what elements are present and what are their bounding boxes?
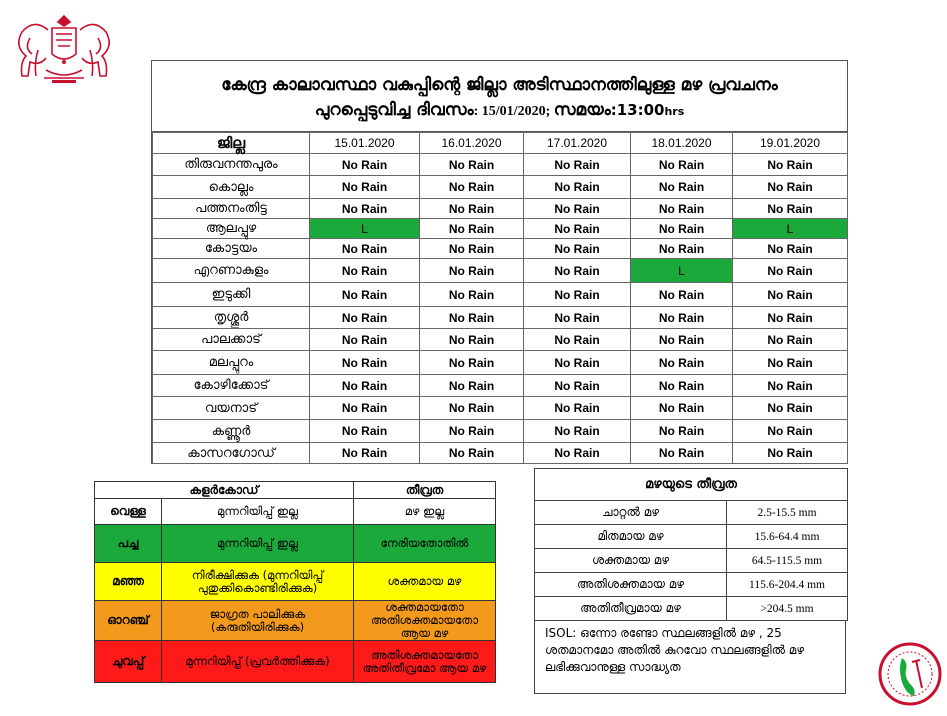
intensity-range: 2.5-15.5 mm bbox=[727, 501, 848, 525]
forecast-cell: No Rain bbox=[631, 375, 733, 397]
forecast-panel bbox=[151, 60, 848, 464]
district-name: പാലക്കാട് bbox=[153, 329, 310, 351]
colour-code-header-row bbox=[95, 482, 496, 499]
intensity-row bbox=[535, 525, 848, 549]
forecast-cell: No Rain bbox=[420, 154, 524, 176]
forecast-row bbox=[153, 307, 848, 329]
colour-name: ഓറഞ്ച് bbox=[95, 601, 162, 641]
forecast-cell: No Rain bbox=[733, 307, 848, 329]
ksdma-logo-icon bbox=[876, 638, 944, 712]
forecast-row bbox=[153, 199, 848, 219]
forecast-cell: No Rain bbox=[310, 283, 420, 307]
forecast-cell: No Rain bbox=[310, 397, 420, 420]
forecast-cell: No Rain bbox=[733, 283, 848, 307]
forecast-cell: L bbox=[733, 219, 848, 239]
issued-line bbox=[152, 100, 847, 122]
colour-name: മഞ്ഞ bbox=[95, 563, 162, 601]
warning-text: മുന്നറിയിപ്പ് (പ്രവർത്തിക്കുക) bbox=[162, 641, 354, 683]
forecast-cell: No Rain bbox=[524, 199, 631, 219]
forecast-row bbox=[153, 154, 848, 176]
colour-row-red bbox=[95, 641, 496, 683]
intensity-header: തീവ്രത bbox=[354, 482, 496, 499]
forecast-cell: L bbox=[631, 259, 733, 283]
forecast-cell: No Rain bbox=[733, 351, 848, 375]
forecast-cell: No Rain bbox=[420, 176, 524, 199]
forecast-cell: No Rain bbox=[733, 443, 848, 464]
isol-note: ISOL: ഒന്നോ രണ്ടോ സ്ഥലങ്ങളിൽ മഴ , 25 ശതമാനമോ അതിൽ കുറവോ സ്ഥലങ്ങളിൽ മഴ ലഭിക്കുവാനുള്ള സാദ്ധ്യത bbox=[534, 620, 846, 694]
intensity-range: 115.6-204.4 mm bbox=[727, 573, 848, 597]
forecast-cell: No Rain bbox=[631, 443, 733, 464]
forecast-cell: No Rain bbox=[631, 219, 733, 239]
forecast-cell: No Rain bbox=[631, 351, 733, 375]
forecast-cell: No Rain bbox=[310, 307, 420, 329]
warning-text: നിരീക്ഷിക്കുക (മുന്നറിയിപ്പ് പുതുക്കികൊണ്ടിരിക്കുക) bbox=[162, 563, 354, 601]
forecast-row bbox=[153, 375, 848, 397]
forecast-cell: No Rain bbox=[420, 351, 524, 375]
forecast-cell: No Rain bbox=[420, 259, 524, 283]
intensity-range: >204.5 mm bbox=[727, 597, 848, 621]
forecast-cell: No Rain bbox=[310, 329, 420, 351]
colour-name: വെള്ള bbox=[95, 499, 162, 525]
forecast-cell: No Rain bbox=[524, 443, 631, 464]
date-header: 15.01.2020 bbox=[310, 133, 420, 154]
intensity-row bbox=[535, 573, 848, 597]
kerala-emblem-icon bbox=[8, 10, 120, 92]
forecast-cell: No Rain bbox=[631, 307, 733, 329]
forecast-cell: No Rain bbox=[524, 239, 631, 259]
time-value: :13:00 bbox=[610, 101, 665, 119]
forecast-cell: No Rain bbox=[420, 329, 524, 351]
forecast-cell: No Rain bbox=[733, 420, 848, 443]
district-name: കോട്ടയം bbox=[153, 239, 310, 259]
forecast-row bbox=[153, 283, 848, 307]
date-header: 16.01.2020 bbox=[420, 133, 524, 154]
district-name: പത്തനംതിട്ട bbox=[153, 199, 310, 219]
forecast-cell: No Rain bbox=[524, 375, 631, 397]
forecast-row bbox=[153, 420, 848, 443]
forecast-cell: No Rain bbox=[524, 259, 631, 283]
forecast-row bbox=[153, 443, 848, 464]
warning-text: മുന്നറിയിപ്പ് ഇല്ല bbox=[162, 525, 354, 563]
rain-intensity-header-row bbox=[535, 469, 848, 501]
rain-intensity-header: മഴയുടെ തീവ്രത bbox=[535, 469, 848, 501]
intensity-row bbox=[535, 597, 848, 621]
forecast-cell: No Rain bbox=[733, 329, 848, 351]
forecast-row bbox=[153, 239, 848, 259]
intensity-text: അതിശക്തമായതോ അതിതീവ്രമോ ആയ മഴ bbox=[354, 641, 496, 683]
forecast-cell: No Rain bbox=[420, 375, 524, 397]
forecast-cell: L bbox=[310, 219, 420, 239]
forecast-cell: No Rain bbox=[524, 283, 631, 307]
forecast-cell: No Rain bbox=[524, 219, 631, 239]
forecast-cell: No Rain bbox=[631, 199, 733, 219]
forecast-table bbox=[152, 132, 848, 464]
forecast-cell: No Rain bbox=[733, 176, 848, 199]
intensity-label: മിതമായ മഴ bbox=[535, 525, 727, 549]
issued-date: : 15/01/2020; bbox=[473, 104, 554, 119]
forecast-cell: No Rain bbox=[524, 154, 631, 176]
forecast-cell: No Rain bbox=[310, 176, 420, 199]
forecast-cell: No Rain bbox=[524, 351, 631, 375]
forecast-cell: No Rain bbox=[310, 259, 420, 283]
forecast-cell: No Rain bbox=[631, 397, 733, 420]
district-name: ഇടുക്കി bbox=[153, 283, 310, 307]
intensity-label: ശക്തമായ മഴ bbox=[535, 549, 727, 573]
district-header: ജില്ല bbox=[153, 133, 310, 154]
rain-intensity-table bbox=[534, 468, 848, 621]
forecast-cell: No Rain bbox=[631, 176, 733, 199]
district-name: ആലപ്പുഴ bbox=[153, 219, 310, 239]
district-name: വയനാട് bbox=[153, 397, 310, 420]
forecast-cell: No Rain bbox=[420, 397, 524, 420]
forecast-cell: No Rain bbox=[733, 199, 848, 219]
forecast-cell: No Rain bbox=[310, 239, 420, 259]
forecast-cell: No Rain bbox=[420, 420, 524, 443]
forecast-cell: No Rain bbox=[310, 351, 420, 375]
forecast-cell: No Rain bbox=[631, 239, 733, 259]
intensity-text: ശക്തമായ മഴ bbox=[354, 563, 496, 601]
colour-name: ചുവപ്പ് bbox=[95, 641, 162, 683]
forecast-cell: No Rain bbox=[733, 397, 848, 420]
forecast-cell: No Rain bbox=[524, 329, 631, 351]
time-label: സമയം bbox=[553, 100, 611, 120]
forecast-row bbox=[153, 397, 848, 420]
intensity-text: മഴ ഇല്ല bbox=[354, 499, 496, 525]
forecast-cell: No Rain bbox=[631, 329, 733, 351]
forecast-header-row bbox=[153, 133, 848, 154]
issued-label: പുറപ്പെടുവിച്ച ദിവസം bbox=[314, 100, 474, 120]
intensity-range: 15.6-64.4 mm bbox=[727, 525, 848, 549]
time-unit: hrs bbox=[664, 105, 685, 118]
forecast-cell: No Rain bbox=[524, 397, 631, 420]
forecast-cell: No Rain bbox=[524, 176, 631, 199]
forecast-cell: No Rain bbox=[310, 199, 420, 219]
forecast-cell: No Rain bbox=[420, 219, 524, 239]
district-name: എറണാകുളം bbox=[153, 259, 310, 283]
colour-code-table bbox=[94, 481, 496, 683]
colour-name: പച്ച bbox=[95, 525, 162, 563]
forecast-cell: No Rain bbox=[631, 283, 733, 307]
forecast-cell: No Rain bbox=[420, 199, 524, 219]
forecast-cell: No Rain bbox=[733, 154, 848, 176]
forecast-row bbox=[153, 351, 848, 375]
intensity-text: നേരിയതോതിൽ bbox=[354, 525, 496, 563]
forecast-cell: No Rain bbox=[310, 154, 420, 176]
forecast-cell: No Rain bbox=[310, 420, 420, 443]
district-name: തൃശ്ശൂർ bbox=[153, 307, 310, 329]
colour-code-header: കളർകോഡ് bbox=[95, 482, 354, 499]
forecast-row bbox=[153, 176, 848, 199]
forecast-cell: No Rain bbox=[631, 420, 733, 443]
district-name: കോഴിക്കോട് bbox=[153, 375, 310, 397]
warning-text: ജാഗ്രത പാലിക്കുക (കരുതിയിരിക്കുക) bbox=[162, 601, 354, 641]
colour-row-yellow bbox=[95, 563, 496, 601]
forecast-cell: No Rain bbox=[631, 154, 733, 176]
forecast-row bbox=[153, 259, 848, 283]
district-name: മലപ്പുറം bbox=[153, 351, 310, 375]
forecast-cell: No Rain bbox=[420, 443, 524, 464]
forecast-cell: No Rain bbox=[524, 307, 631, 329]
forecast-cell: No Rain bbox=[733, 375, 848, 397]
forecast-cell: No Rain bbox=[420, 283, 524, 307]
forecast-row bbox=[153, 329, 848, 351]
district-name: തിരുവനന്തപുരം bbox=[153, 154, 310, 176]
colour-row-green bbox=[95, 525, 496, 563]
forecast-cell: No Rain bbox=[310, 443, 420, 464]
intensity-row bbox=[535, 549, 848, 573]
title-line: കേന്ദ്ര കാലാവസ്ഥാ വകുപ്പിന്റെ ജില്ലാ അടിസ്ഥാനത്തിലുള്ള മഴ പ്രവചനം bbox=[221, 75, 778, 95]
date-header: 17.01.2020 bbox=[524, 133, 631, 154]
intensity-label: അതിതീവ്രമായ മഴ bbox=[535, 597, 727, 621]
district-name: കൊല്ലം bbox=[153, 176, 310, 199]
district-name: കാസറഗോഡ് bbox=[153, 443, 310, 464]
forecast-cell: No Rain bbox=[733, 259, 848, 283]
forecast-cell: No Rain bbox=[420, 239, 524, 259]
forecast-row bbox=[153, 219, 848, 239]
intensity-text: ശക്തമായതോ അതിശക്തമായതോ ആയ മഴ bbox=[354, 601, 496, 641]
colour-row-orange bbox=[95, 601, 496, 641]
district-name: കണ്ണൂർ bbox=[153, 420, 310, 443]
date-header: 18.01.2020 bbox=[631, 133, 733, 154]
forecast-cell: No Rain bbox=[310, 375, 420, 397]
intensity-label: അതിശക്തമായ മഴ bbox=[535, 573, 727, 597]
forecast-cell: No Rain bbox=[733, 239, 848, 259]
colour-row-white bbox=[95, 499, 496, 525]
forecast-cell: No Rain bbox=[420, 307, 524, 329]
intensity-label: ചാറ്റൽ മഴ bbox=[535, 501, 727, 525]
warning-text: മുന്നറിയിപ്പ് ഇല്ല bbox=[162, 499, 354, 525]
intensity-row bbox=[535, 501, 848, 525]
intensity-range: 64.5-115.5 mm bbox=[727, 549, 848, 573]
date-header: 19.01.2020 bbox=[733, 133, 848, 154]
forecast-cell: No Rain bbox=[524, 420, 631, 443]
forecast-title bbox=[152, 61, 847, 132]
